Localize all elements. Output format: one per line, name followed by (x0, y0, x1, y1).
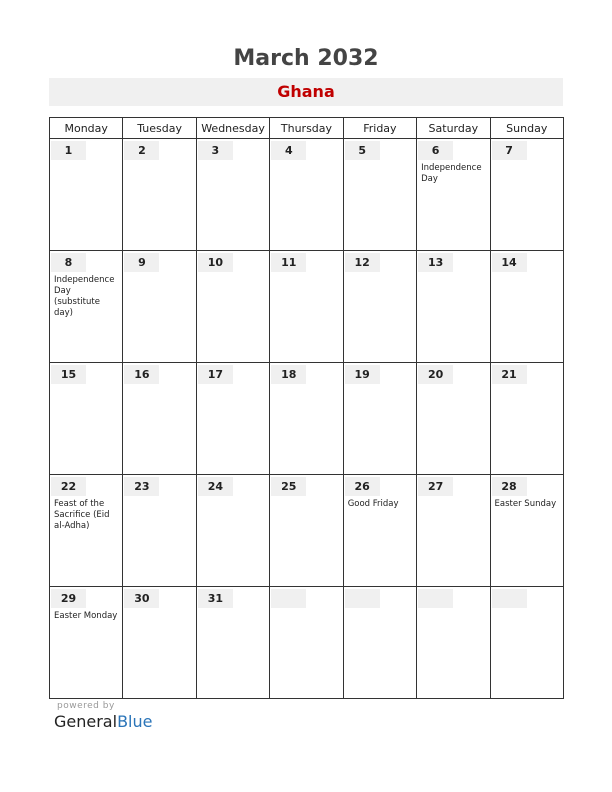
day-number: 13 (418, 253, 453, 272)
day-cell[interactable] (417, 363, 490, 475)
day-cell[interactable] (417, 139, 490, 251)
day-number: 9 (124, 253, 159, 272)
day-cell[interactable] (196, 251, 269, 363)
day-cell[interactable] (123, 363, 196, 475)
weekday-header: Friday (343, 118, 416, 139)
day-cell[interactable] (270, 587, 343, 699)
day-cell[interactable] (490, 139, 563, 251)
day-cell[interactable] (343, 587, 416, 699)
day-cell[interactable] (490, 251, 563, 363)
day-cell[interactable] (343, 475, 416, 587)
brand-general: General (54, 712, 118, 731)
weekday-header: Sunday (490, 118, 563, 139)
day-number: 7 (492, 141, 527, 160)
day-cell[interactable] (123, 587, 196, 699)
day-number: 18 (271, 365, 306, 384)
weekday-header-row (50, 118, 564, 139)
day-cell[interactable] (196, 587, 269, 699)
day-cell[interactable] (343, 363, 416, 475)
day-cell[interactable] (417, 251, 490, 363)
calendar-grid (49, 117, 564, 699)
brand-logo[interactable] (54, 712, 152, 731)
day-cell[interactable] (50, 363, 123, 475)
day-number: 21 (492, 365, 527, 384)
day-number: 25 (271, 477, 306, 496)
day-cell[interactable] (270, 251, 343, 363)
week-row (50, 251, 564, 363)
day-number: 19 (345, 365, 380, 384)
day-number (418, 589, 453, 608)
weekday-header: Monday (50, 118, 123, 139)
day-cell[interactable] (270, 475, 343, 587)
day-cell[interactable] (417, 475, 490, 587)
day-cell[interactable] (196, 139, 269, 251)
week-row (50, 363, 564, 475)
powered-by-label: powered by (57, 701, 115, 711)
day-number: 12 (345, 253, 380, 272)
day-number: 22 (51, 477, 86, 496)
day-number: 30 (124, 589, 159, 608)
holiday-label: Good Friday (347, 499, 399, 509)
day-number: 20 (418, 365, 453, 384)
day-number: 23 (124, 477, 159, 496)
day-number: 16 (124, 365, 159, 384)
day-cell[interactable] (50, 139, 123, 251)
day-cell[interactable] (196, 363, 269, 475)
day-number (345, 589, 380, 608)
day-number (271, 589, 306, 608)
country-name: Ghana (277, 82, 335, 101)
week-row (50, 587, 564, 699)
country-banner (49, 78, 563, 106)
day-cell[interactable] (196, 475, 269, 587)
day-number (492, 589, 527, 608)
day-cell[interactable] (343, 139, 416, 251)
day-number: 26 (345, 477, 380, 496)
day-number: 29 (51, 589, 86, 608)
day-number: 2 (124, 141, 159, 160)
day-cell[interactable] (123, 139, 196, 251)
holiday-label: Independence Day (421, 163, 482, 184)
holiday-label: Easter Sunday (494, 499, 557, 509)
brand-blue: Blue (117, 712, 153, 731)
holiday-label: Feast of the Sacrifice (Eid al-Adha) (54, 499, 110, 531)
day-cell[interactable] (490, 475, 563, 587)
day-number: 3 (198, 141, 233, 160)
day-number: 1 (51, 141, 86, 160)
holiday-label: Independence Day (substitute day) (54, 275, 115, 318)
day-number: 14 (492, 253, 527, 272)
week-row (50, 139, 564, 251)
day-cell[interactable] (270, 139, 343, 251)
day-number: 15 (51, 365, 86, 384)
day-number: 17 (198, 365, 233, 384)
day-number: 27 (418, 477, 453, 496)
weekday-header: Wednesday (196, 118, 269, 139)
day-number: 31 (198, 589, 233, 608)
weekday-header: Thursday (270, 118, 343, 139)
calendar-title: March 2032 (233, 46, 379, 71)
day-cell[interactable] (490, 587, 563, 699)
day-cell[interactable] (343, 251, 416, 363)
day-number: 28 (492, 477, 527, 496)
day-cell[interactable] (270, 363, 343, 475)
day-number: 11 (271, 253, 306, 272)
day-cell[interactable] (417, 587, 490, 699)
week-row (50, 475, 564, 587)
day-number: 5 (345, 141, 380, 160)
holiday-label: Easter Monday (54, 611, 118, 621)
day-cell[interactable] (50, 475, 123, 587)
day-number: 6 (418, 141, 453, 160)
day-cell[interactable] (50, 587, 123, 699)
day-number: 4 (271, 141, 306, 160)
day-cell[interactable] (123, 251, 196, 363)
day-cell[interactable] (50, 251, 123, 363)
weekday-header: Saturday (417, 118, 490, 139)
day-number: 8 (51, 253, 86, 272)
day-number: 10 (198, 253, 233, 272)
day-cell[interactable] (490, 363, 563, 475)
day-cell[interactable] (123, 475, 196, 587)
weekday-header: Tuesday (123, 118, 196, 139)
day-number: 24 (198, 477, 233, 496)
